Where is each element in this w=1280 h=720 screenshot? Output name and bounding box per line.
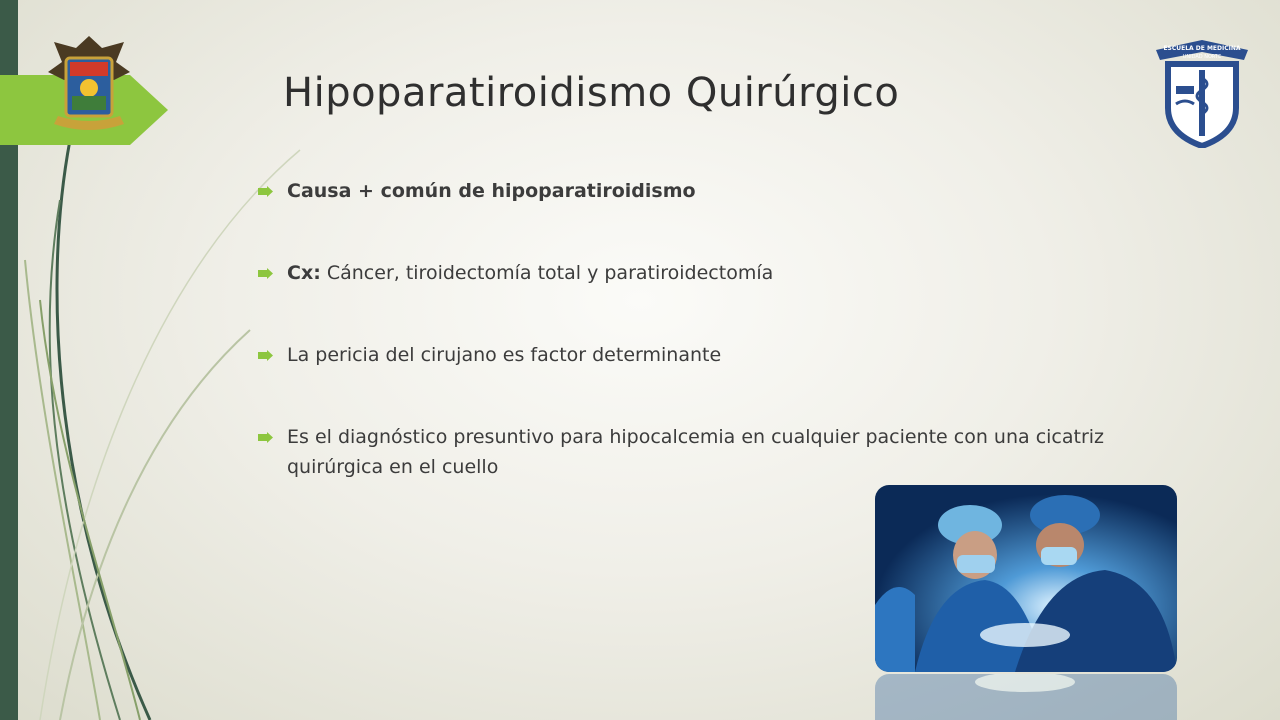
slide-title: Hipoparatiroidismo Quirúrgico [283,70,900,116]
photo-reflection [875,674,1177,720]
bullet-text: La pericia del cirujano es factor determinante [287,344,722,366]
surgeons-operating-photo [875,485,1177,672]
bullet-list [258,176,1178,482]
bullet-item [258,176,1178,206]
arrow-bullet-icon [258,268,273,279]
arrow-bullet-icon [258,350,273,361]
bullet-item [258,258,1178,288]
bullet-item [258,340,1178,370]
arrow-bullet-icon [258,432,273,443]
bullet-bold-text: Causa + común de hipoparatiroidismo [287,180,696,202]
shield-text-line1: ESCUELA DE MEDICINA [1163,45,1241,52]
surgery-photo-icon [875,485,1177,672]
bullet-text: Es el diagnóstico presuntivo para hipocalcemia en cualquier paciente con una cicatriz quirúrgica en el cuello [287,426,1105,478]
medical-school-shield-icon [1150,38,1254,148]
arrow-bullet-icon [258,186,273,197]
university-eagle-crest-icon [44,32,134,136]
bullet-item [258,422,1178,482]
bullet-bold-text: Cx: [287,262,321,284]
shield-text-line2: UNIDAD NORTE [1182,54,1222,60]
reflection-shape-icon [875,674,1177,720]
bullet-text: Cáncer, tiroidectomía total y paratiroidectomía [320,262,774,284]
